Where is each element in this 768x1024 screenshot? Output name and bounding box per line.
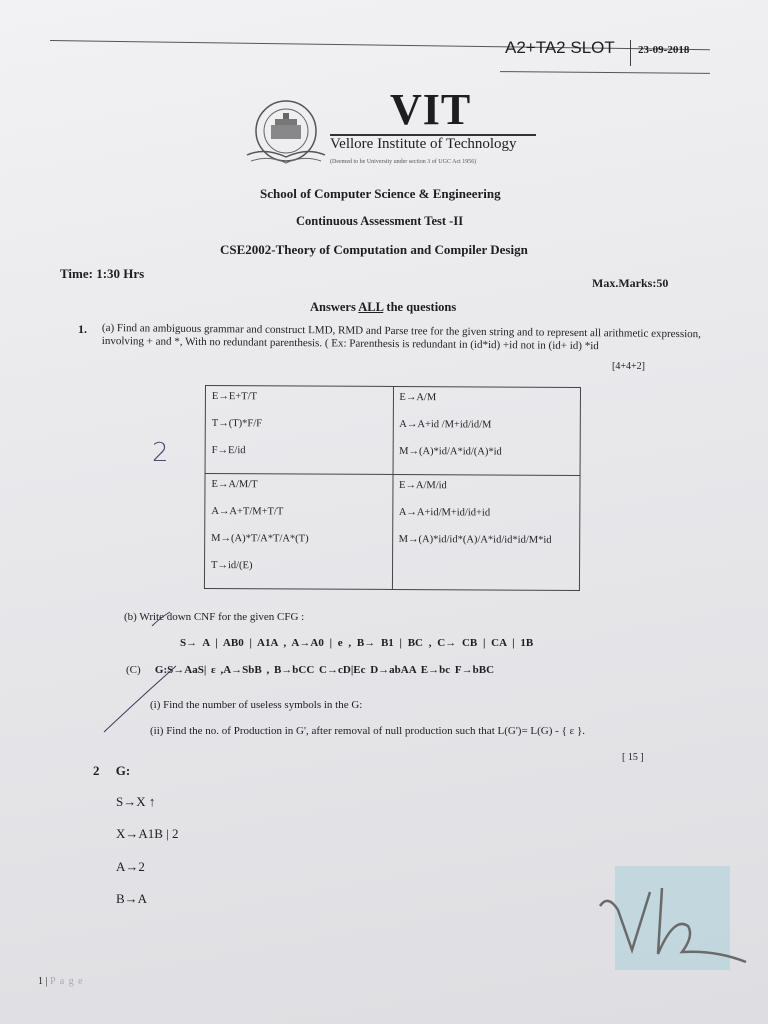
q2-production: B→A [116, 891, 148, 906]
production: E→E+T/T [211, 391, 257, 403]
instruction-all: ALL [358, 300, 384, 314]
table-row [204, 474, 580, 591]
grammar-answer-table [204, 385, 581, 591]
part-c-label: (C) [126, 664, 141, 676]
empty-production [398, 559, 573, 582]
instruction [310, 300, 456, 315]
question-1a-text: (a) Find an ambiguous grammar and construct LMD, RMD and Parse tree for the given string and to represent all arithmetic expression, involving + and *, With no redundant parenthesis. ( Ex: Parenthesis is redundant in (id*id) +id not in (id+ id) *id [101, 322, 702, 352]
instruction-prefix: Answers [310, 300, 356, 314]
production: T→id/(E) [211, 560, 253, 572]
production: A→A+T/M+T/T [211, 506, 284, 518]
production: M→(A)*id/id*(A)/A*id/id*id/M*id [398, 534, 552, 546]
institution-name: Vellore Institute of Technology [330, 136, 517, 152]
part-bc-marks: [ 15 ] [622, 752, 644, 763]
question-1a-marks: [4+4+2] [612, 361, 645, 372]
max-marks: Max.Marks:50 [592, 276, 669, 290]
slot-label: A2+TA2 SLOT [505, 38, 615, 57]
q2-production: S→X ↑ [116, 794, 156, 809]
table-cell [392, 474, 580, 590]
table-cell [393, 386, 581, 475]
page-footer [38, 976, 84, 987]
institution-seal-icon [245, 95, 327, 167]
institution-subtitle: (Deemed to be University under section 3 of UGC Act 1956) [330, 159, 477, 165]
page-word: P a g e [50, 976, 84, 987]
header-rule-slot [500, 71, 710, 74]
production: M→(A)*T/A*T/A*(T) [211, 533, 309, 545]
exam-time: Time: 1:30 Hrs [60, 266, 145, 281]
handwritten-mark: 2 [152, 438, 169, 468]
question-1-number: 1. [78, 322, 87, 336]
table-cell [204, 474, 392, 590]
part-b-label: (b) [124, 611, 137, 623]
question-2 [93, 763, 130, 779]
q2-production: X→A1B | 2 [116, 826, 179, 841]
question-2-label: G: [115, 763, 131, 778]
instruction-suffix: the questions [386, 300, 457, 314]
page-number: 1 | [38, 976, 48, 987]
q2-production: A→2 [116, 859, 145, 874]
table-row [205, 386, 580, 476]
production: E→A/M [399, 392, 437, 404]
part-b-grammar: S→ A | AB0 | A1A , A→A0 | e , B→ B1 | BC , C→ CB | CA | 1B [180, 637, 534, 649]
production: M→(A)*id/A*id/(A)*id [399, 446, 502, 458]
school-name: School of Computer Science & Engineering [260, 186, 501, 201]
production: F→E/id [211, 445, 246, 457]
question-2-number: 2 [93, 763, 100, 778]
table-cell [205, 386, 393, 475]
production: A→A+id/M+id/id+id [398, 507, 491, 519]
part-c-grammar: G:S→AaS| ε ,A→SbB , B→bCC C→cD|Ec D→abAA E→bc F→bBC [154, 664, 495, 676]
institution-logo-text: VIT [390, 85, 472, 134]
production: A→A+id /M+id/id/M [399, 419, 492, 431]
production: E→A/M/id [398, 480, 447, 492]
slot-divider [630, 40, 631, 66]
production: E→A/M/T [211, 479, 258, 491]
part-c-ii: (ii) Find the no. of Production in G', after removal of null production such that L(G')= L(G) - { ε }. [150, 725, 586, 737]
watermark-logo [596, 880, 752, 972]
part-c-i: (i) Find the number of useless symbols in the G: [150, 699, 363, 711]
part-b-text: Write down CNF for the given CFG : [139, 611, 305, 623]
test-name: Continuous Assessment Test -II [296, 214, 464, 228]
production: T→(T)*F/F [211, 418, 262, 430]
course-title: CSE2002-Theory of Computation and Compiler Design [220, 242, 528, 257]
exam-date: 23-09-2018 [638, 44, 690, 56]
handwritten-stroke-icon [100, 608, 190, 738]
